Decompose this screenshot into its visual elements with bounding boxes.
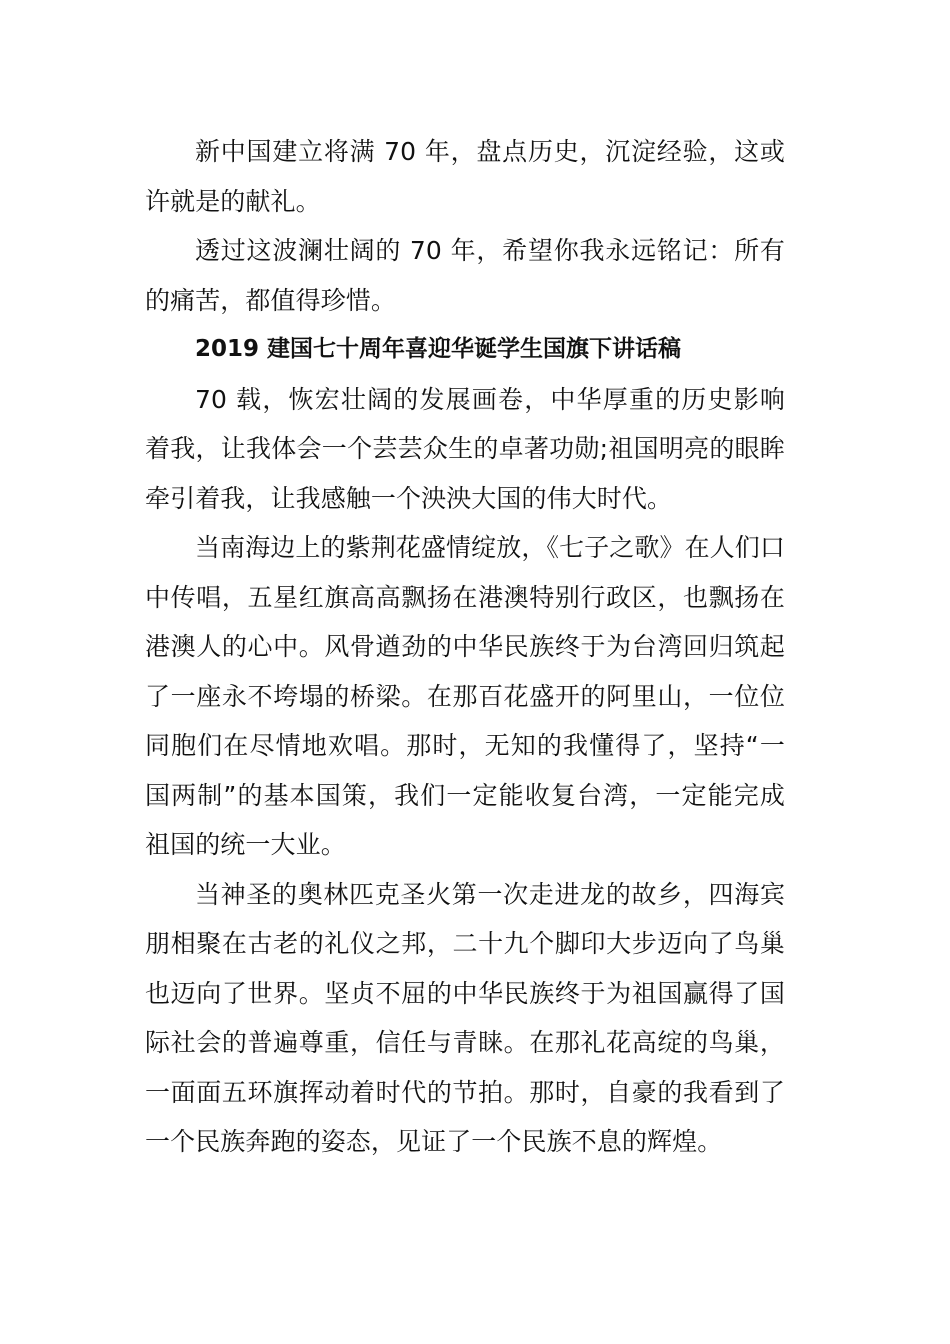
paragraph-olympics: 当神圣的奥林匹克圣火第一次走进龙的故乡，四海宾朋相聚在古老的礼仪之邦，二十九个脚印大步迈向了鸟巢也迈向了世界。坚贞不屈的中华民族终于为祖国赢得了国际社会的普遍尊重，信任与青睐。在那礼花高绽的鸟巢，一面面五环旗挥动着时代的节拍。那时，自豪的我看到了一个民族奔跑的姿态，见证了一个民族不息的辉煌。 bbox=[145, 879, 785, 1156]
document-body bbox=[145, 127, 785, 1167]
speech-title: 2019 建国七十周年喜迎华诞学生国旗下讲话稿 bbox=[195, 336, 682, 362]
paragraph-remember: 透过这波澜壮阔的 70 年，希望你我永远铭记：所有的痛苦，都值得珍惜。 bbox=[145, 236, 785, 315]
paragraph-hongkong-macau: 当南海边上的紫荆花盛情绽放，《七子之歌》在人们口中传唱，五星红旗高高飘扬在港澳特别行政区，也飘扬在港澳人的心中。风骨遒劲的中华民族终于为台湾回归筑起了一座永不垮塌的桥梁。在那百花盛开的阿里山，一位位同胞们在尽情地欢唱。那时，无知的我懂得了，坚持“一国两制”的基本国策，我们一定能收复台湾，一定能完成祖国的统一大业。 bbox=[145, 533, 785, 859]
paragraph-seventy-years: 70 载，恢宏壮阔的发展画卷，中华厚重的历史影响着我，让我体会一个芸芸众生的卓著功勋;祖国明亮的眼眸牵引着我，让我感触一个泱泱大国的伟大时代。 bbox=[145, 384, 785, 513]
paragraph-anniversary: 新中国建立将满 70 年，盘点历史，沉淀经验，这或许就是的献礼。 bbox=[145, 137, 785, 216]
